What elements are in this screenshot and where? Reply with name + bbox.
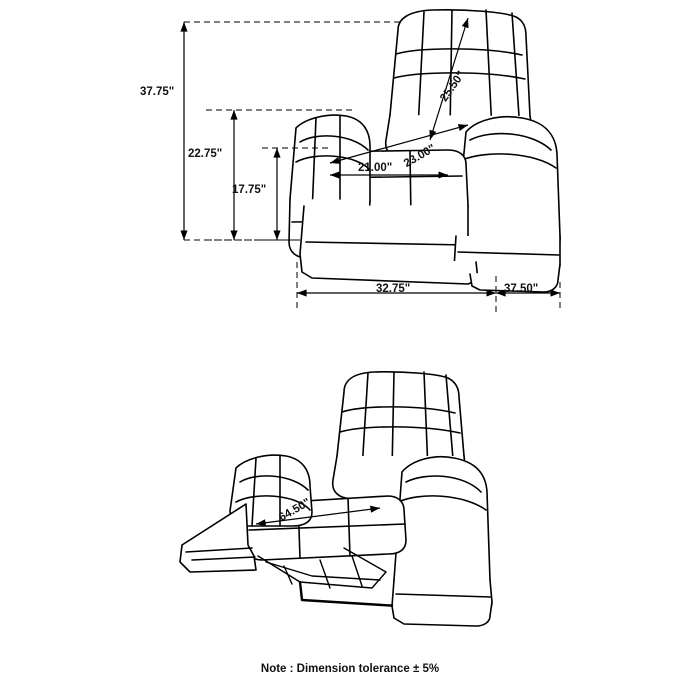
dimension-label-reclined-length: 64.50" [277,496,313,524]
dimension-label-overall-width: 37.50" [504,283,539,295]
reclined-chair-illustration [180,372,492,626]
dimension-label-arm-height: 17.75" [232,184,267,196]
dimension-label-seat-back-height: 25.50" [438,69,468,104]
dimension-label-overall-depth: 32.75" [376,283,411,295]
dimension-label-seat-width: 21.00" [358,162,393,174]
dimension-label-back-height: 22.75" [188,148,223,160]
tolerance-note: Note : Dimension tolerance ± 5% [260,663,440,675]
dimension-label-overall-height: 37.75" [140,86,175,98]
dimension-label-seat-depth-diagonal: 23.00" [402,142,438,170]
